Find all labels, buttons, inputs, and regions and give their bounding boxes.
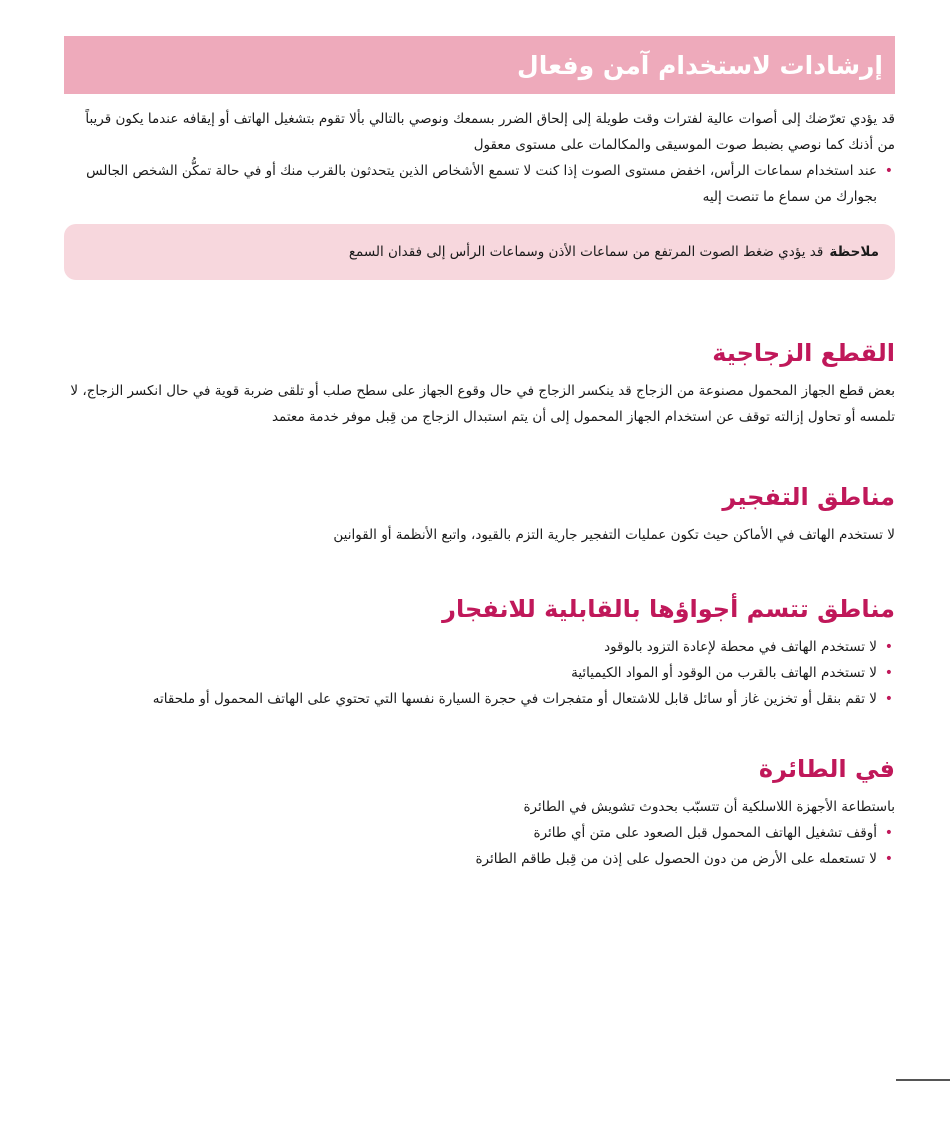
blasting-body: لا تستخدم الهاتف في الأماكن حيث تكون عمليات التفجير جارية التزم بالقيود، واتبع الأنظمة أو القوانين <box>333 527 895 543</box>
page-title: إرشادات لاستخدام آمن وفعال <box>517 50 883 80</box>
bullet-dot-icon: • <box>884 691 893 707</box>
section-title-explosive: مناطق تتسم أجواؤها بالقابلية للانفجار <box>442 595 895 623</box>
section-blasting <box>64 480 895 548</box>
aircraft-body: باستطاعة الأجهزة اللاسلكية أن تتسبّب بحدوث تشويش في الطائرة <box>523 799 895 815</box>
hearing-bullets <box>64 158 895 210</box>
bullet-dot-icon: • <box>884 665 893 681</box>
section-title-glass: القطع الزجاجية <box>712 339 895 367</box>
bullet-dot-icon: • <box>884 825 893 841</box>
list-item <box>64 686 895 712</box>
bullet-dot-icon: • <box>884 163 893 179</box>
note-box <box>64 224 895 280</box>
bullet-dot-icon: • <box>884 639 893 655</box>
section-explosive <box>64 592 895 712</box>
list-item-text: لا تستخدم الهاتف بالقرب من الوقود أو المواد الكيميائية <box>571 665 877 681</box>
section-aircraft <box>64 752 895 872</box>
list-item <box>64 634 895 660</box>
section-title-blasting: مناطق التفجير <box>722 483 895 511</box>
note-text: قد يؤدي ضغط الصوت المرتفع من سماعات الأذن وسماعات الرأس إلى فقدان السمع <box>348 244 824 260</box>
list-item-text: أوقف تشغيل الهاتف المحمول قبل الصعود على متن أي طائرة <box>533 825 877 841</box>
list-item <box>64 660 895 686</box>
section-title-aircraft: في الطائرة <box>758 755 895 783</box>
hearing-intro: قد يؤدي تعرّضك إلى أصوات عالية لفترات وقت طويلة إلى إلحاق الضرر بسمعك ونوصي بالتالي بألا تقوم بتشغيل الهاتف أو إيقافه عندما يكون قريباً من أذنك كما نوصي بضبط صوت الموسيقى والمكالمات على مستوى معقول <box>85 111 895 153</box>
note-label: ملاحظة <box>829 244 879 260</box>
page-number-rule <box>896 1079 950 1081</box>
aircraft-bullets <box>64 820 895 872</box>
explosive-bullets <box>64 634 895 712</box>
list-item-text: لا تستعمله على الأرض من دون الحصول على إذن من قِبل طاقم الطائرة <box>475 851 877 867</box>
section-glass <box>64 336 895 430</box>
glass-body: بعض قطع الجهاز المحمول مصنوعة من الزجاج قد ينكسر الزجاج في حال وقوع الجهاز على سطح صلب أو تلقى ضربة قوية في حال انكسر الزجاج، لا تلمسه أو تحاول إزالته توقف عن استخدام الجهاز المحمول إلى أن يتم استبدال الزجاج من قِبل موفر خدمة معتمد <box>70 383 895 425</box>
list-item <box>64 158 895 210</box>
list-item-text: لا تقم بنقل أو تخزين غاز أو سائل قابل للاشتعال أو متفجرات في حجرة السيارة نفسها التي تحتوي على الهاتف المحمول أو ملحقاته <box>152 691 877 707</box>
list-item <box>64 846 895 872</box>
bullet-dot-icon: • <box>884 851 893 867</box>
manual-page <box>64 36 895 872</box>
list-item-text: لا تستخدم الهاتف في محطة لإعادة التزود بالوقود <box>604 639 877 655</box>
list-item-text: عند استخدام سماعات الرأس، اخفض مستوى الصوت إذا كنت لا تسمع الأشخاص الذين يتحدثون بالقرب منك أو في حالة تمكُّن الشخص الجالس بجوارك من سماع ما تنصت إليه <box>86 163 877 205</box>
list-item <box>64 820 895 846</box>
header-banner <box>64 36 895 94</box>
